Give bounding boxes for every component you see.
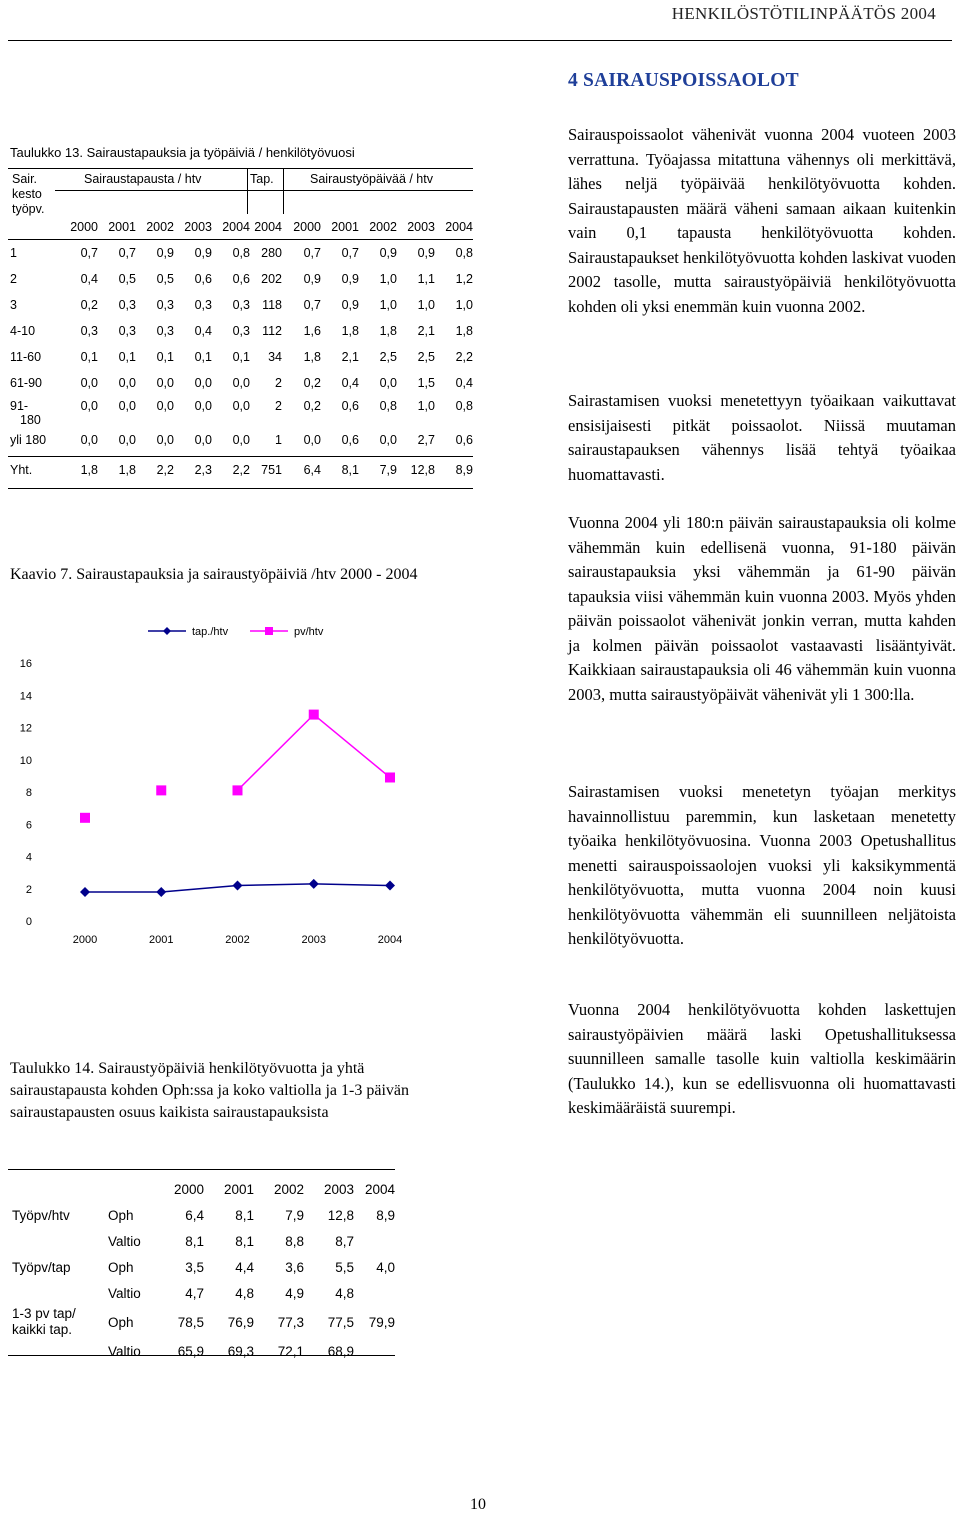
table-cell: 2,2 [232,463,250,477]
body-paragraph-3: Vuonna 2004 yli 180:n päivän sairaustapauksia oli kolme vähemmän kuin edellisenä vuonna, 91-180 päivän sairaustapauksia yksi vähemmän ja 61-90 päivän tapauksia viisi vähemmän kuin vuonna 2003. Myös yhden päivän poissaolot vähenivät jonkin verran, mutta kahden ja kolmen päivän poissaolot vastaavasti lisääntyivät. Kaikkiaan sairaustapauksia oli 46 vähemmän kuin vuonna 2003, mutta sairaustyöpäivät vähenivät yli 1 300:lla. [568,513,956,704]
data-point [156,785,166,795]
table-cell: 0,0 [194,433,212,447]
table-cell [354,1228,395,1254]
table-cell: 4,7 [185,1285,204,1301]
table13-bottom-rule [8,488,473,489]
table-cell: 0,3 [156,298,174,312]
header-spacer [104,1176,154,1202]
table-row [8,344,473,370]
year-header: 2002 [273,1181,304,1197]
row-label-text: 4-10 [10,324,36,338]
table-cell: 12,8 [327,1207,354,1223]
row-label [8,266,60,292]
table-cell: 4,8 [335,1285,354,1301]
table-cell: 112 [262,324,282,338]
row-label [8,453,60,487]
table-cell: 0,8 [455,399,473,413]
table-cell: 0,0 [156,376,174,390]
table-cell: 1,8 [455,324,473,338]
table14 [8,1176,395,1364]
table-cell: 2,1 [417,324,435,338]
row-label-text: yli 180 [10,433,47,447]
body-paragraph-5: Vuonna 2004 henkilötyövuotta kohden laskettujen sairaustyöpäivien määrä laski Opetushallituksessa suunnilleen samalle tasolle kuin valtiolla keskimäärin (Taulukko 14.), kun se edellisvuonna oli huomattavasti keskimääräistä suurempi. [568,1000,956,1117]
data-point [233,785,243,795]
table-cell: 3,6 [285,1259,304,1275]
table-cell: 0,1 [156,350,174,364]
table-cell: 79,9 [368,1314,395,1330]
row-label-text: 91- [10,399,29,413]
y-tick-label: 14 [19,690,32,703]
y-tick-label: 2 [25,883,32,896]
page-number: 10 [470,1496,486,1513]
row-label [8,318,60,344]
table-cell: 0,0 [118,433,136,447]
table-cell: 0,6 [232,272,250,286]
table-cell: 5,5 [335,1259,354,1275]
year-header: 2004 [222,220,250,234]
data-point [309,879,319,889]
table-cell: 0,0 [156,399,174,413]
table-cell: 1,8 [118,463,136,477]
table13-caption: Taulukko 13. Sairaustapauksia ja työpäiviä / henkilötyövuosi [10,145,355,160]
table-cell: 8,1 [235,1233,254,1249]
table-cell: 0,6 [194,272,212,286]
year-header: 2000 [70,220,98,234]
table-cell: 6,4 [303,463,321,477]
table-cell: 2,5 [417,350,435,364]
legend-label: pv/htv [294,626,324,638]
table14-top-rule [8,1169,395,1170]
table-cell: 0,0 [194,399,212,413]
table-cell: 0,7 [341,246,359,260]
section-heading: 4 SAIRAUSPOISSAOLOT [568,70,799,91]
row-group [8,1280,104,1306]
table-cell: 0,9 [341,298,359,312]
y-tick-label: 0 [25,916,32,928]
y-tick-label: 6 [25,819,32,832]
table-cell: 0,6 [341,399,359,413]
table-cell: 1,8 [303,350,321,364]
table-cell: 2,2 [156,463,174,477]
header-spacer [8,1176,104,1202]
table-cell: 7,9 [285,1207,304,1223]
spacer-cell [8,168,60,214]
year-header: 2004 [445,220,473,234]
table-cell: 8,7 [335,1233,354,1249]
table-cell: 1,0 [379,272,397,286]
series-line [238,715,314,791]
table-cell: 2,7 [417,433,435,447]
chart-frame [10,611,436,957]
table14-header-row [8,1176,395,1202]
table-cell: 0,3 [118,298,136,312]
table-row [8,318,473,344]
table-cell: 0,3 [232,324,250,338]
table-cell [354,1280,395,1306]
table-row [8,370,473,396]
row-label-text: 2 [10,272,17,286]
table-cell: 0,0 [80,433,98,447]
table-cell: 0,6 [341,433,359,447]
table-cell [354,1338,395,1364]
table-cell: 0,8 [232,246,250,260]
x-tick-label: 2000 [72,934,98,946]
table13-year-row [8,214,473,240]
table-cell: 0,5 [156,272,174,286]
header-rule [8,40,952,41]
head-kesto: kesto [12,187,42,201]
table13 [8,168,473,487]
table-cell: 4,8 [235,1285,254,1301]
table-cell: 0,9 [156,246,174,260]
table-cell: 0,6 [455,433,473,447]
table-cell: 1,6 [303,324,321,338]
year-header: 2003 [323,1181,354,1197]
y-tick-label: 10 [19,754,32,767]
table-cell: 1,8 [341,324,359,338]
x-tick-label: 2003 [301,934,326,946]
table-cell: 34 [268,350,282,364]
row-sub: Oph [108,1314,134,1330]
table-cell: 0,0 [232,399,250,413]
row-label-text-2: 180 [20,413,41,427]
body-paragraph-1: Sairauspoissaolot vähenivät vuonna 2004 vuoteen 2003 verrattuna. Työajassa mitattuna vähennys oli merkittävä, lähes neljä työpäivää henkilötyövuotta kohden. Sairaustapausten määrä väheni samaan aikaan kuitenkin vain 0,1 tapausta henkilötyövuotta kohden. Sairaustapaukset henkilötyövuotta kohden laskivat vuoden 2002 tasolle, mutta sairaustyöpäiviä henkilötyövuotta kohden oli yksi enemmän kuin vuonna 2002. [568,125,956,316]
table-cell: 1,8 [379,324,397,338]
chart-caption: Kaavio 7. Sairaustapauksia ja sairaustyöpäiviä /htv 2000 - 2004 [10,566,418,583]
year-header: 2001 [108,220,136,234]
table-cell: 1,0 [455,298,473,312]
row-sub: Valtio [108,1285,141,1301]
table-cell: 0,8 [455,246,473,260]
table-cell: 12,8 [410,463,435,477]
table-cell: 2,1 [341,350,359,364]
table-cell: 4,0 [376,1259,395,1275]
row-group-label: Työpv/tap [12,1259,71,1275]
year-header: 2002 [369,220,397,234]
table-row [8,1254,395,1280]
x-tick-label: 2004 [377,934,403,946]
series-line [314,884,390,886]
data-point [80,887,90,897]
table-cell: 0,0 [232,433,250,447]
table-row [8,240,473,266]
table-cell: 118 [262,298,282,312]
running-header: HENKILÖSTÖTILINPÄÄTÖS 2004 [671,4,936,23]
table-cell: 4,9 [285,1285,304,1301]
table-row [8,453,473,487]
row-sub: Oph [108,1207,134,1223]
table-cell: 0,1 [194,350,212,364]
table-cell: 0,7 [80,246,98,260]
table-cell: 0,9 [379,246,397,260]
body-paragraph-2: Sairastamisen vuoksi menetettyyn työaikaan vaikuttavat ensisijaisesti pitkät poissaolot. Niissä muutaman sairaustapauksen vähennys lisää tehtyä työaikaa huomattavasti. [568,391,956,484]
table-row [8,292,473,318]
table-cell: 2 [275,376,282,390]
table13-group-days: Sairaustyöpäivää / htv [310,172,433,186]
table-cell: 0,7 [303,246,321,260]
table-cell: 0,9 [194,246,212,260]
row-label-text: 3 [10,298,17,312]
table-cell: 0,4 [341,376,359,390]
row-label [8,292,60,318]
year-spacer [8,214,60,240]
legend-marker [265,627,273,635]
table-cell: 3,5 [185,1259,204,1275]
row-group [8,1306,104,1338]
year-header: 2001 [223,1181,254,1197]
table-row [8,1306,395,1338]
y-tick-label: 16 [19,658,32,670]
table-cell: 0,1 [80,350,98,364]
table13-spacer [8,168,473,214]
y-tick-label: 4 [25,851,32,864]
table-cell: 78,5 [177,1314,204,1330]
table-cell: 7,9 [379,463,397,477]
table-cell: 1,0 [379,298,397,312]
table-cell: 69,3 [227,1343,254,1359]
table-cell: 0,3 [80,324,98,338]
line-chart [10,611,436,957]
row-label [8,240,60,266]
table-cell: 0,0 [194,376,212,390]
table-cell: 1,1 [417,272,435,286]
row-group [8,1228,104,1254]
year-header: 2003 [184,220,212,234]
legend-label: tap./htv [192,626,229,638]
table-cell: 0,7 [118,246,136,260]
table-cell: 0,0 [156,433,174,447]
body-paragraph-4: Sairastamisen vuoksi menetetyn työajan merkitys havainnollistuu paremmin, kun lasketaan menetetty työaika henkilötyövuosina. Vuonna 2003 Opetushallitus menetti sairauspoissaolojen vuoksi yli kaksikymmentä henkilötyövuotta, mutta vuonna 2004 noin kuusi henkilötyövuotta vähemmän eli suunnilleen neljätoista henkilötyövuotta. [568,782,956,948]
table-cell: 0,0 [80,399,98,413]
row-sub: Valtio [108,1343,141,1359]
year-header: 2004 [364,1181,395,1197]
year-header: 2000 [293,220,321,234]
table-row [8,1202,395,1228]
table-cell: 1,0 [417,399,435,413]
series-line [314,715,390,778]
year-header: 2001 [331,220,359,234]
row-group [8,1254,104,1280]
table-cell: 0,9 [417,246,435,260]
table-cell: 1,5 [417,376,435,390]
table-row [8,1338,395,1364]
table-cell: 0,4 [194,324,212,338]
table14-caption: Taulukko 14. Sairaustyöpäiviä henkilötyövuotta ja yhtä sairaustapausta kohden Oph:ssa ja koko valtiolla ja 1-3 päivän sairaustapausten osuus kaikista sairaustapauksista [10,1060,410,1121]
table-cell: 4,4 [235,1259,254,1275]
series-line [161,886,237,892]
table-row [8,396,473,427]
table-cell: 0,9 [303,272,321,286]
x-tick-label: 2002 [225,934,250,946]
table-cell: 65,9 [177,1343,204,1359]
row-sub: Valtio [108,1233,141,1249]
table-cell: 202 [261,272,282,286]
series-line [238,884,314,886]
table-row [8,427,473,453]
table-cell: 0,9 [341,272,359,286]
year-header: 2000 [173,1181,204,1197]
row-label [8,396,60,427]
data-point [309,710,319,720]
table-cell: 0,3 [118,324,136,338]
row-group [8,1202,104,1228]
table-cell: 76,9 [227,1314,254,1330]
table-cell: 0,0 [232,376,250,390]
table-cell: 280 [261,246,282,260]
table-cell: 77,3 [277,1314,304,1330]
table-cell: 0,8 [379,399,397,413]
table-cell: 0,2 [303,376,321,390]
table-cell: 0,3 [194,298,212,312]
table-cell: 6,4 [185,1207,204,1223]
data-point [385,881,395,891]
row-label [8,344,60,370]
table-cell: 0,0 [80,376,98,390]
table-row [8,266,473,292]
table-cell: 1,2 [455,272,473,286]
table-cell: 77,5 [327,1314,354,1330]
table-cell: 0,7 [303,298,321,312]
table13-group-tap: Tap. [250,172,274,186]
table-cell: 2,5 [379,350,397,364]
table-cell: 0,0 [379,433,397,447]
data-point [233,881,243,891]
table-row [8,1228,395,1254]
table-cell: 0,4 [455,376,473,390]
y-tick-label: 12 [19,722,32,735]
row-group-label-2: kaikki tap. [12,1322,73,1337]
table-cell: 0,0 [379,376,397,390]
year-header: 2004 [254,220,282,234]
table-cell: 0,5 [118,272,136,286]
data-point [385,772,395,782]
y-tick-label: 8 [25,787,32,799]
head-tyopv: työpv. [12,202,45,216]
table-cell: 0,0 [118,399,136,413]
table-cell: 8,1 [341,463,359,477]
table-cell: 2 [275,399,282,413]
data-point [156,887,166,897]
legend-marker [163,627,171,635]
table-cell: 68,9 [327,1343,354,1359]
year-header: 2003 [407,220,435,234]
table-cell: 0,1 [118,350,136,364]
head-sair: Sair. [12,172,38,186]
row-label [8,370,60,396]
table-cell: 8,9 [376,1207,395,1223]
table-cell: 0,2 [303,399,321,413]
x-tick-label: 2001 [149,934,174,946]
year-header: 2002 [146,220,174,234]
table-cell: 0,0 [118,376,136,390]
data-point [80,813,90,823]
table-cell: 1,8 [80,463,98,477]
row-label-text: 1 [10,246,17,260]
table-cell: 1 [275,433,282,447]
table-cell: 8,1 [185,1233,204,1249]
row-label-text: Yht. [10,463,33,477]
table-cell: 8,1 [235,1207,254,1223]
row-group-label: 1-3 pv tap/ [12,1306,76,1321]
table-cell: 2,3 [194,463,212,477]
table-cell: 0,4 [80,272,98,286]
table-cell: 0,3 [156,324,174,338]
row-label-text: 61-90 [10,376,42,390]
table-cell: 0,1 [232,350,250,364]
row-label-text: 11-60 [10,350,42,364]
table-cell: 2,2 [455,350,473,364]
table-cell: 8,9 [455,463,473,477]
table-cell: 751 [261,463,282,477]
table-cell: 72,1 [277,1343,304,1359]
table13-group-cases: Sairaustapausta / htv [84,172,202,186]
table-cell: 8,8 [285,1233,304,1249]
row-label [8,427,60,453]
table-cell: 0,3 [232,298,250,312]
row-group-label: Työpv/htv [12,1207,70,1223]
row-sub: Oph [108,1259,134,1275]
table-row [8,1280,395,1306]
row-group [8,1338,104,1364]
table-cell: 0,0 [303,433,321,447]
table-cell: 1,0 [417,298,435,312]
table-cell: 0,2 [80,298,98,312]
